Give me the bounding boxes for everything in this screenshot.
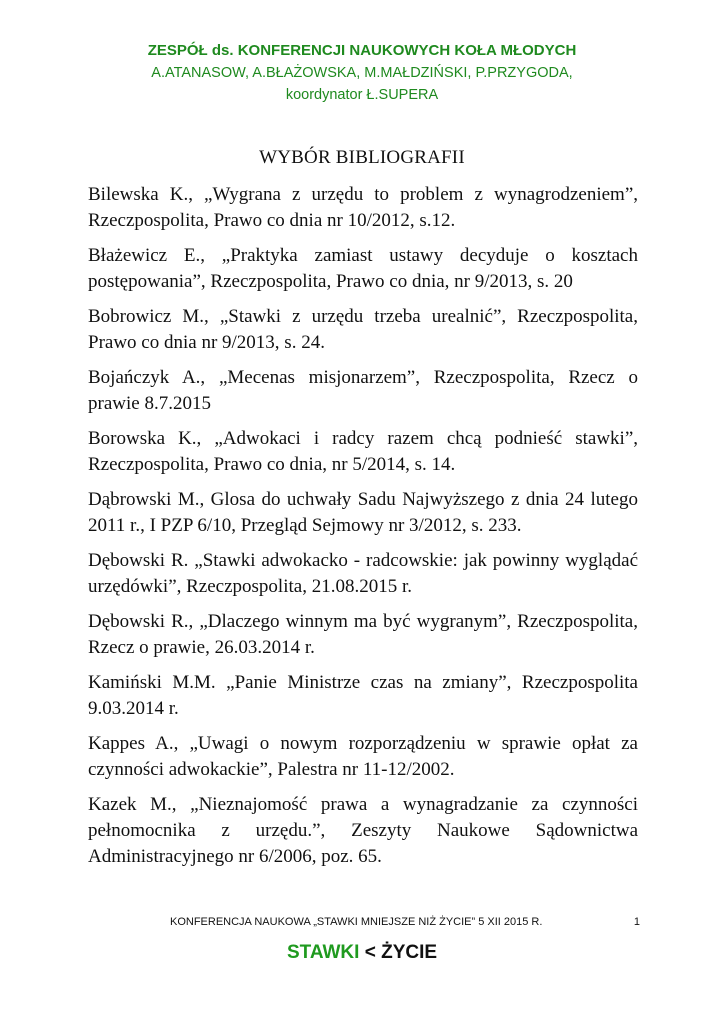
bibliography-entry: Kappes A., „Uwagi o nowym rozporządzeniu w sprawie opłat za czynności adwokackie”, Palestra nr 11-12/2002. bbox=[88, 733, 638, 780]
bibliography-entry: Bojańczyk A., „Mecenas misjonarzem”, Rzeczpospolita, Rzecz o prawie 8.7.2015 bbox=[88, 367, 638, 414]
brand-word-stawki: STAWKI bbox=[286, 942, 360, 963]
bibliography-entry: Błażewicz E., „Praktyka zamiast ustawy decyduje o kosztach postępowania”, Rzeczpospolita, Prawo co dnia, nr 9/2013, s. 20 bbox=[88, 245, 638, 292]
bibliography-entry: Kazek M., „Nieznajomość prawa a wynagradzanie za czynności pełnomocnika z urzędu.”, Zeszyty Naukowe Sądownictwa Administracyjnego nr 6/2006, poz. 65. bbox=[88, 794, 638, 867]
brand-word-zycie: ŻYCIE bbox=[381, 942, 438, 963]
page-header bbox=[0, 40, 724, 106]
footer-brand-logo bbox=[0, 942, 724, 964]
header-team-name: ZESPÓŁ ds. KONFERENCJI NAUKOWYCH KOŁA MŁODYCH bbox=[147, 42, 577, 59]
header-members: A.ATANASOW, A.BŁAŻOWSKA, M.MAŁDZIŃSKI, P.PRZYGODA, bbox=[151, 65, 573, 81]
page-number: 1 bbox=[633, 916, 640, 928]
bibliography-entry: Dębowski R. „Stawki adwokacko - radcowskie: jak powinny wyglądać urzędówki”, Rzeczpospolita, 21.08.2015 r. bbox=[88, 550, 638, 597]
brand-less-than-symbol: < bbox=[359, 942, 382, 963]
bibliography-entry: Bilewska K., „Wygrana z urzędu to problem z wynagrodzeniem”, Rzeczpospolita, Prawo co dnia nr 10/2012, s.12. bbox=[88, 184, 638, 231]
bibliography-entry: Borowska K., „Adwokaci i radcy razem chcą podnieść stawki”, Rzeczpospolita, Prawo co dnia, nr 5/2014, s. 14. bbox=[88, 428, 638, 475]
document-title: WYBÓR BIBLIOGRAFII bbox=[259, 147, 465, 168]
bibliography-entry: Dąbrowski M., Glosa do uchwały Sadu Najwyższego z dnia 24 lutego 2011 r., I PZP 6/10, Przegląd Sejmowy nr 3/2012, s. 233. bbox=[88, 489, 638, 536]
bibliography-entry: Kamiński M.M. „Panie Ministrze czas na zmiany”, Rzeczpospolita 9.03.2014 r. bbox=[88, 672, 638, 719]
bibliography-entry: Bobrowicz M., „Stawki z urzędu trzeba urealnić”, Rzeczpospolita, Prawo co dnia nr 9/2013, s. 24. bbox=[88, 306, 638, 353]
bibliography-list bbox=[88, 182, 638, 879]
page-footer bbox=[170, 916, 640, 928]
bibliography-entry: Dębowski R., „Dlaczego winnym ma być wygranym”, Rzeczpospolita, Rzecz o prawie, 26.03.2014 r. bbox=[88, 611, 638, 658]
header-coordinator: koordynator Ł.SUPERA bbox=[285, 87, 439, 103]
footer-conference-text: KONFERENCJA NAUKOWA „STAWKI MNIEJSZE NIŻ ŻYCIE” 5 XII 2015 R. bbox=[170, 916, 543, 928]
